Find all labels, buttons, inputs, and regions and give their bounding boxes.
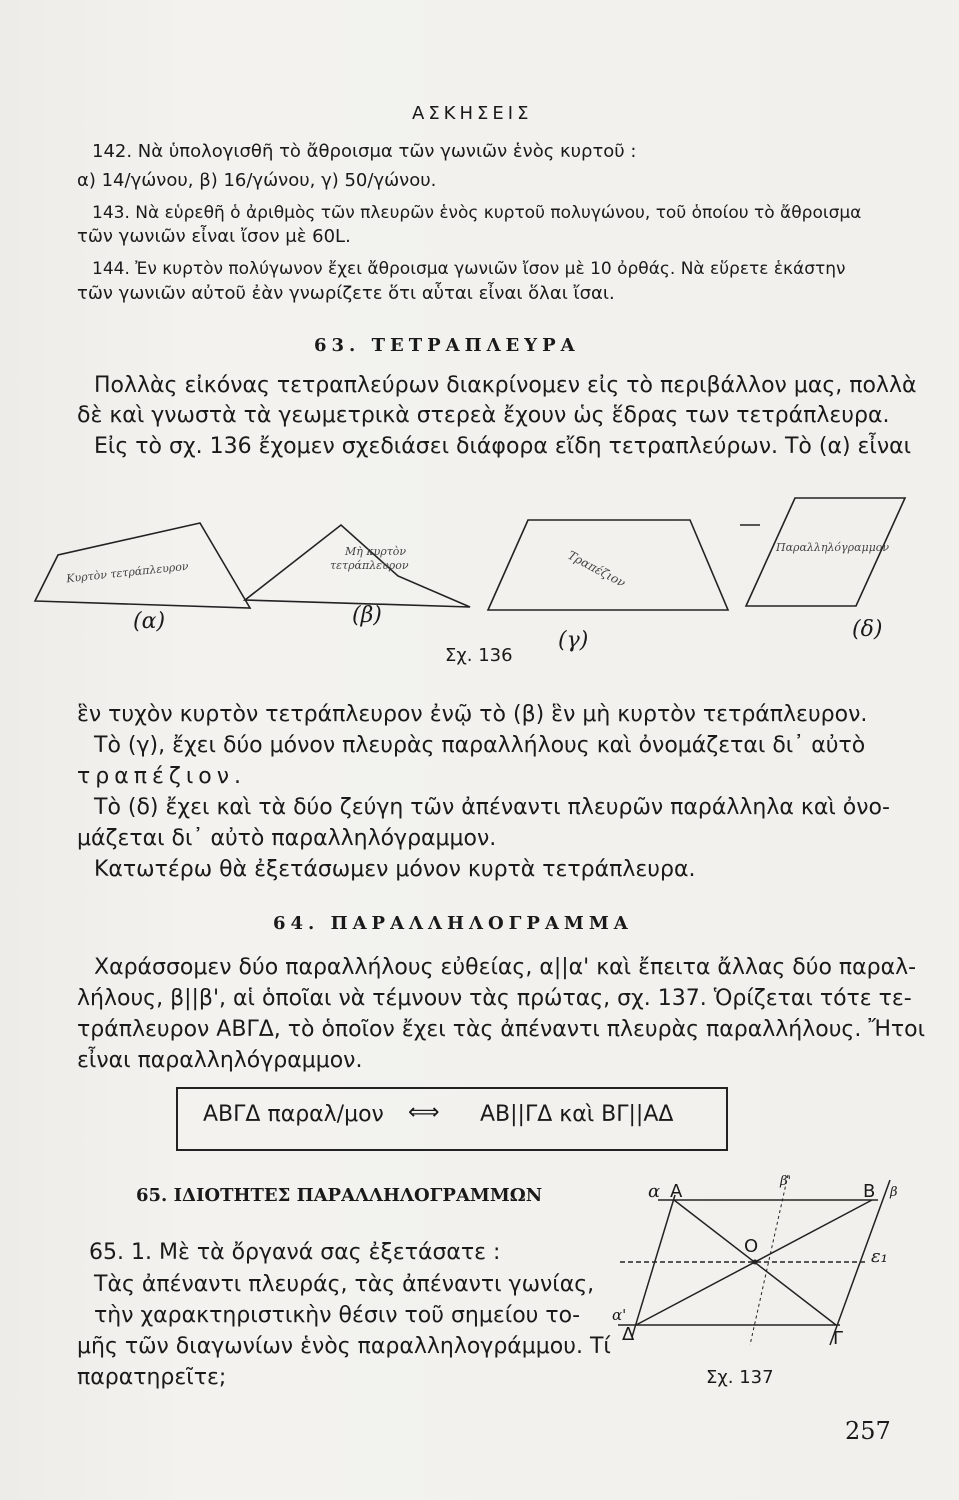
exercises-title: ΑΣΚΗΣΕΙΣ (412, 103, 533, 124)
fig137-label: α' (612, 1306, 627, 1324)
paragraph-line: τράπλευρον ΑΒΓΔ, τὸ ὁποῖον ἔχει τὰς ἀπέναντι πλευρὰς παραλλήλους. Ἤτοι (77, 1017, 926, 1042)
fig137-label: Β (863, 1181, 876, 1202)
page-number: 257 (845, 1417, 891, 1445)
paragraph-line: Χαράσσομεν δύο παραλλήλους εὐθείας, α||α' καὶ ἔπειτα ἄλλας δύο παραλ- (94, 955, 917, 980)
paragraph-line: 65. 1. Μὲ τὰ ὄργανά σας ἐξετάσατε : (89, 1240, 501, 1265)
figure-label: (β) (352, 603, 382, 628)
fig137-label: Γ (833, 1328, 844, 1349)
exercise-line: τῶν γωνιῶν αὐτοῦ ἐὰν γνωρίζετε ὅτι αὗται εἶναι ὅλαι ἴσαι. (77, 283, 615, 304)
exercise-line: 144. Ἐν κυρτὸν πολύγωνον ἔχει ἄθροισμα γωνιῶν ἴσον μὲ 10 ὀρθάς. Νὰ εὕρετε ἑκάστην (92, 259, 846, 279)
paragraph-line: λήλους, β||β', αἱ ὁποῖαι νὰ τέμνουν τὰς πρώτας, σχ. 137. Ὁρίζεται τότε τε- (77, 986, 912, 1011)
paragraph-line: Εἰς τὸ σχ. 136 ἔχομεν σχεδιάσει διάφορα εἴδη τετραπλεύρων. Τὸ (α) εἶναι (94, 434, 912, 459)
paragraph-line: Τὸ (γ), ἔχει δύο μόνον πλευρὰς παραλλήλους καὶ ὀνομάζεται δι᾽ αὐτὸ (94, 733, 866, 758)
paragraph-line: δὲ καὶ γνωστὰ τὰ γεωμετρικὰ στερεὰ ἔχουν ὡς ἕδρας των τετράπλευρα. (77, 403, 890, 428)
shape-text: Κυρτὸν τετράπλευρον (65, 559, 190, 586)
paragraph-line: Πολλὰς εἰκόνας τετραπλεύρων διακρίνομεν εἰς τὸ περιβάλλον μας, πολλὰ (94, 373, 917, 398)
section-65-title: 65. ΙΔΙΟΤΗΤΕΣ ΠΑΡΑΛΛΗΛΟΓΡΑΜΜΩΝ (136, 1185, 543, 1206)
exercise-line: 142. Νὰ ὑπολογισθῆ τὸ ἄθροισμα τῶν γωνιῶν ἑνὸς κυρτοῦ : (92, 141, 637, 162)
fig137-label: Ο (744, 1236, 759, 1257)
section-64-title: 64. ΠΑΡΑΛΛΗΛΟΓΡΑΜΜΑ (273, 913, 633, 934)
paragraph-line: μῆς τῶν διαγωνίων ἑνὸς παραλληλογράμμου. Τί (77, 1334, 611, 1359)
figure-137-caption: Σχ. 137 (706, 1367, 774, 1388)
paragraph-line: παρατηρεῖτε; (77, 1365, 227, 1390)
fig137-label: β (890, 1185, 898, 1200)
figure-136-caption: Σχ. 136 (445, 645, 513, 666)
trapezoid (488, 520, 728, 610)
shape-text: Παραλληλόγραμμον (776, 541, 890, 554)
paragraph-line: Τὰς ἀπέναντι πλευράς, τὰς ἀπέναντι γωνίας, (94, 1272, 595, 1297)
paragraph-line: τὴν χαρακτηριστικὴν θέσιν τοῦ σημείου το- (94, 1303, 581, 1328)
point-O (753, 1260, 758, 1265)
paragraph-line: εἶναι παραλληλόγραμμον. (77, 1048, 363, 1073)
figure-label: (γ) (558, 628, 589, 653)
figure-label: (δ) (852, 617, 883, 642)
definition-left: ΑΒΓΔ παραλ/μον (203, 1102, 384, 1127)
figure-label: (α) (133, 609, 166, 634)
paragraph-line: τραπέζιον. (77, 764, 247, 789)
paragraph-line: ἓν τυχὸν κυρτὸν τετράπλευρον ἐνῷ τὸ (β) ἓν μὴ κυρτὸν τετράπλευρον. (77, 702, 868, 727)
definition-right: ΑΒ||ΓΔ καὶ ΒΓ||ΑΔ (480, 1102, 674, 1127)
paragraph-line: Τὸ (δ) ἔχει καὶ τὰ δύο ζεύγη τῶν ἀπέναντι πλευρῶν παράλληλα καὶ ὀνο- (94, 795, 890, 820)
exercise-line: 143. Νὰ εὑρεθῆ ὁ ἀριθμὸς τῶν πλευρῶν ἑνὸς κυρτοῦ πολυγώνου, τοῦ ὁποίου τὸ ἄθροισμα (92, 203, 862, 223)
shape-text: τετράπλευρον (330, 559, 409, 572)
fig137-label: ε₁ (871, 1246, 888, 1267)
shape-text: Τραπέζιον (565, 547, 628, 591)
fig137-label: β' (780, 1174, 792, 1189)
section-63-title: 63. ΤΕΤΡΑΠΛΕΥΡΑ (314, 335, 580, 356)
shape-text: Μὴ κυρτὸν (345, 545, 407, 558)
fig137-label: Α (670, 1181, 683, 1202)
exercise-line: τῶν γωνιῶν εἶναι ἴσον μὲ 60L. (77, 226, 351, 247)
fig137-label: Δ (622, 1324, 635, 1345)
exercise-line: α) 14/γώνου, β) 16/γώνου, γ) 50/γώνου. (77, 170, 437, 191)
paragraph-line: μάζεται δι᾽ αὐτὸ παραλληλόγραμμον. (77, 826, 497, 851)
equivalence-arrow: ⟺ (408, 1100, 440, 1125)
paragraph-line: Κατωτέρω θὰ ἐξετάσωμεν μόνον κυρτὰ τετράπλευρα. (94, 857, 696, 882)
fig137-label: α (648, 1181, 661, 1202)
